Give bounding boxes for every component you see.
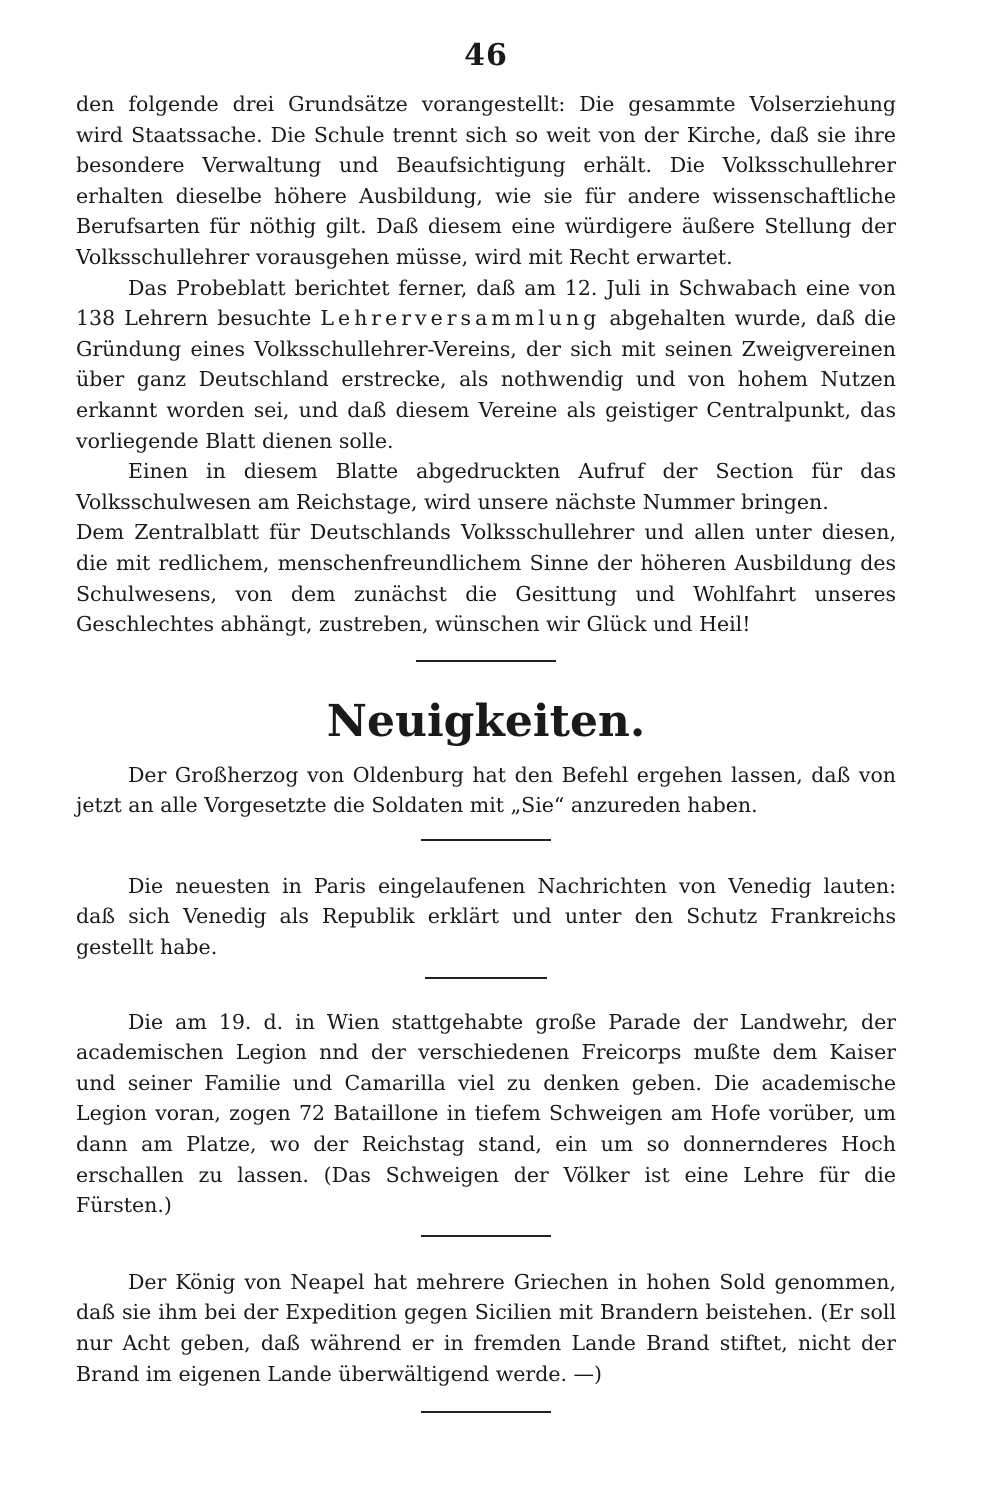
section-divider [416, 660, 556, 662]
paragraph-probeblatt [76, 273, 896, 457]
paragraph-probeblatt-end: abgehalten wurde, daß die Gründung eines Volksschullehrer-Vereins, der sich mit seinen Zweigvereinen über ganz Deutschland erstrecke, als nothwendig und von hohem Nutzen erkannt worden sei, und daß diesem Vereine als geistiger Centralpunkt, das vorliegende Blatt dienen solle. [76, 306, 896, 453]
paragraph-zentralblatt: Dem Zentralblatt für Deutschlands Volksschullehrer und allen unter diesen, die mit redlichem, menschenfreundlichem Sinne der höheren Ausbildung des Schulwesens, von dem zunächst die Gesittung und Wohlfahrt unseres Geschlechtes abhängt, zustreben, wünschen wir Glück und Heil! [76, 520, 896, 637]
spaced-term: Lehrerversammlung [320, 306, 601, 331]
news-divider [421, 839, 551, 841]
paragraph-probeblatt-start: Das Probeblatt berichtet ferner, daß am 12. Juli in Schwabach eine von 138 Lehrern besuchte [76, 275, 896, 331]
paragraph-principles: den folgende drei Grundsätze vorangestellt: Die gesammte Volserziehung wird Staatssache. Die Schule trennt sich so weit von der Kirche, daß sie ihre besondere Verwaltung und Beaufsichtigung erhält. Die Volksschullehrer erhalten dieselbe höhere Ausbildung, wie sie für andere wissenschaftliche Berufsarten für nöthig gilt. Daß diesem eine würdigere äußere Stellung der Volksschullehrer vorausgehen müsse, wird mit Recht erwartet. [76, 92, 896, 269]
news-item-wien: Die am 19. d. in Wien stattgehabte große Parade der Landwehr, der academischen Legion nnd der verschiedenen Freicorps mußte dem Kaiser und seiner Familie und Camarilla viel zu denken geben. Die academische Legion voran, zogen 72 Bataillone in tiefem Schweigen am Hofe vorüber, um dann am Platze, wo der Reichstag stand, ein um so donnernderes Hoch erschallen zu lassen. (Das Schweigen der Völker ist eine Lehre für die Fürsten.) [76, 1009, 896, 1218]
news-divider [425, 977, 547, 979]
end-divider [421, 1411, 551, 1413]
page-number: 46 [464, 38, 508, 73]
page [76, 38, 896, 1413]
news-item-venedig: Die neuesten in Paris eingelaufenen Nachrichten von Venedig lauten: daß sich Venedig als Republik erklärt und unter den Schutz Frankreichs gestellt habe. [76, 873, 896, 960]
paragraph-aufruf: Einen in diesem Blatte abgedruckten Aufruf der Section für das Volksschulwesen am Reichstage, wird unsere nächste Nummer bringen. [76, 459, 896, 514]
news-item-oldenburg: Der Großherzog von Oldenburg hat den Befehl ergehen lassen, daß von jetzt an alle Vorgesetzte die Soldaten mit „Sie“ anzureden haben. [76, 762, 896, 818]
news-item-neapel: Der König von Neapel hat mehrere Griechen in hohen Sold genommen, daß sie ihm bei der Expedition gegen Sicilien mit Brandern beistehen. (Er soll nur Acht geben, daß während er in fremden Lande Brand stiftet, nicht der Brand im eigenen Lande überwältigend werde. —) [76, 1269, 896, 1386]
section-heading: Neuigkeiten. [326, 695, 646, 747]
news-divider [421, 1235, 551, 1237]
